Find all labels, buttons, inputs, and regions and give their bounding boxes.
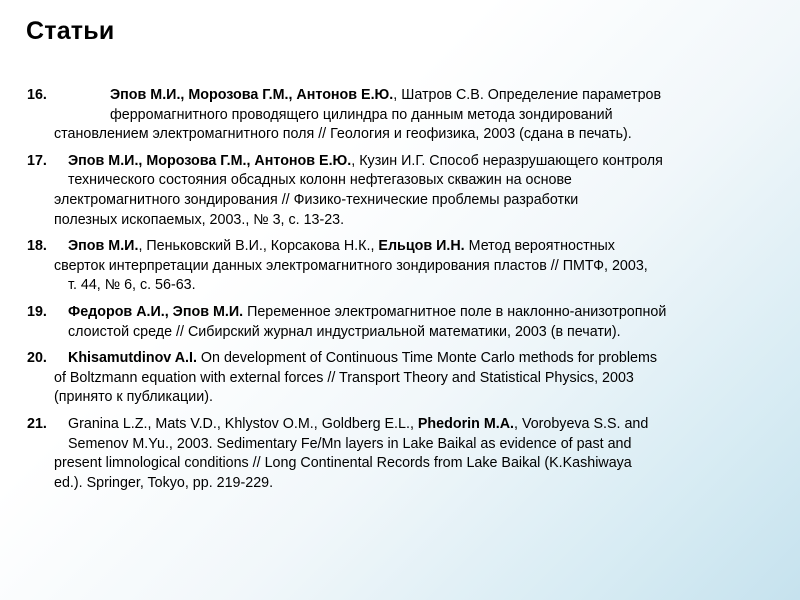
reference-line xyxy=(0,171,800,191)
reference-number: 20. xyxy=(27,350,47,367)
reference-authors-bold: Phedorin M.A. xyxy=(417,415,514,432)
reference-text: , Кузин И.Г. Способ неразрушающего контроля xyxy=(351,152,663,169)
reference-line xyxy=(0,211,800,231)
reference-line xyxy=(0,276,800,296)
reference-line xyxy=(0,106,800,126)
reference-item xyxy=(0,86,800,145)
reference-number: 17. xyxy=(27,152,47,169)
reference-text: Granina L.Z., Mats V.D., Khlystov O.M., Goldberg E.L., xyxy=(68,415,418,432)
reference-line xyxy=(0,191,800,211)
reference-number: 19. xyxy=(27,303,47,320)
slide-title: Статьи xyxy=(26,17,115,45)
reference-text: of Boltzmann equation with external forces // Transport Theory and Statistical Physics, 2003 xyxy=(54,369,634,386)
reference-authors-bold: Эпов М.И., Морозова Г.М., Антонов Е.Ю. xyxy=(68,152,352,169)
reference-line xyxy=(0,237,800,257)
reference-line xyxy=(0,86,800,106)
reference-authors-bold: Khisamutdinov A.I. xyxy=(68,350,197,367)
reference-line xyxy=(0,454,800,474)
reference-authors-bold: Ельцов И.Н. xyxy=(378,238,465,255)
reference-line xyxy=(0,369,800,389)
reference-text: ed.). Springer, Tokyo, pp. 219-229. xyxy=(54,474,274,491)
reference-line xyxy=(0,152,800,172)
reference-authors-bold: Эпов М.И., Морозова Г.М., Антонов Е.Ю. xyxy=(110,87,394,103)
reference-number: 21. xyxy=(27,415,47,432)
reference-item xyxy=(0,152,800,230)
reference-line xyxy=(0,388,800,408)
reference-text: Semenov M.Yu., 2003. Sedimentary Fe/Mn layers in Lake Baikal as evidence of past and xyxy=(68,435,632,452)
reference-line xyxy=(0,323,800,343)
reference-text: (принято к публикации). xyxy=(54,389,213,406)
reference-line xyxy=(0,415,800,435)
reference-line xyxy=(0,257,800,277)
reference-text: слоистой среде // Сибирский журнал индустриальной математики, 2003 (в печати). xyxy=(68,323,621,340)
reference-text: т. 44, № 6, с. 56-63. xyxy=(68,277,196,294)
reference-item xyxy=(0,237,800,296)
reference-item xyxy=(0,415,800,493)
reference-list xyxy=(0,86,800,500)
reference-line xyxy=(0,435,800,455)
reference-line xyxy=(0,125,800,145)
reference-text: сверток интерпретации данных электромагнитного зондирования пластов // ПМТФ, 2003, xyxy=(54,257,648,274)
reference-text: электромагнитного зондирования // Физико-технические проблемы разработки xyxy=(54,191,579,208)
reference-authors-bold: Эпов М.И. xyxy=(68,238,139,255)
reference-line xyxy=(0,303,800,323)
reference-text: становлением электромагнитного поля // Геология и геофизика, 2003 (сдана в печать). xyxy=(54,126,632,143)
reference-text: , Пеньковский В.И., Корсакова Н.К., xyxy=(138,238,379,255)
reference-authors-bold: Федоров А.И., Эпов М.И. xyxy=(68,303,244,320)
reference-item xyxy=(0,349,800,408)
reference-text: , Шатров С.В. Определение параметров xyxy=(393,87,662,103)
reference-text: , Vorobyeva S.S. and xyxy=(514,415,649,432)
reference-line xyxy=(0,349,800,369)
reference-text: present limnological conditions // Long Continental Records from Lake Baikal (K.Kashiwaya xyxy=(54,455,632,472)
reference-line xyxy=(0,474,800,494)
reference-text: On development of Continuous Time Monte Carlo methods for problems xyxy=(196,350,658,367)
reference-number: 18. xyxy=(27,238,47,255)
reference-item xyxy=(0,303,800,342)
reference-text: Переменное электромагнитное поле в наклонно-анизотропной xyxy=(243,303,667,320)
reference-text: полезных ископаемых, 2003., № 3, с. 13-23. xyxy=(54,211,345,228)
reference-text: технического состояния обсадных колонн нефтегазовых скважин на основе xyxy=(68,172,572,189)
reference-text: Метод вероятностных xyxy=(464,238,615,255)
reference-number: 16. xyxy=(27,87,47,103)
reference-text: ферромагнитного проводящего цилиндра по данным метода зондирований xyxy=(110,106,613,123)
